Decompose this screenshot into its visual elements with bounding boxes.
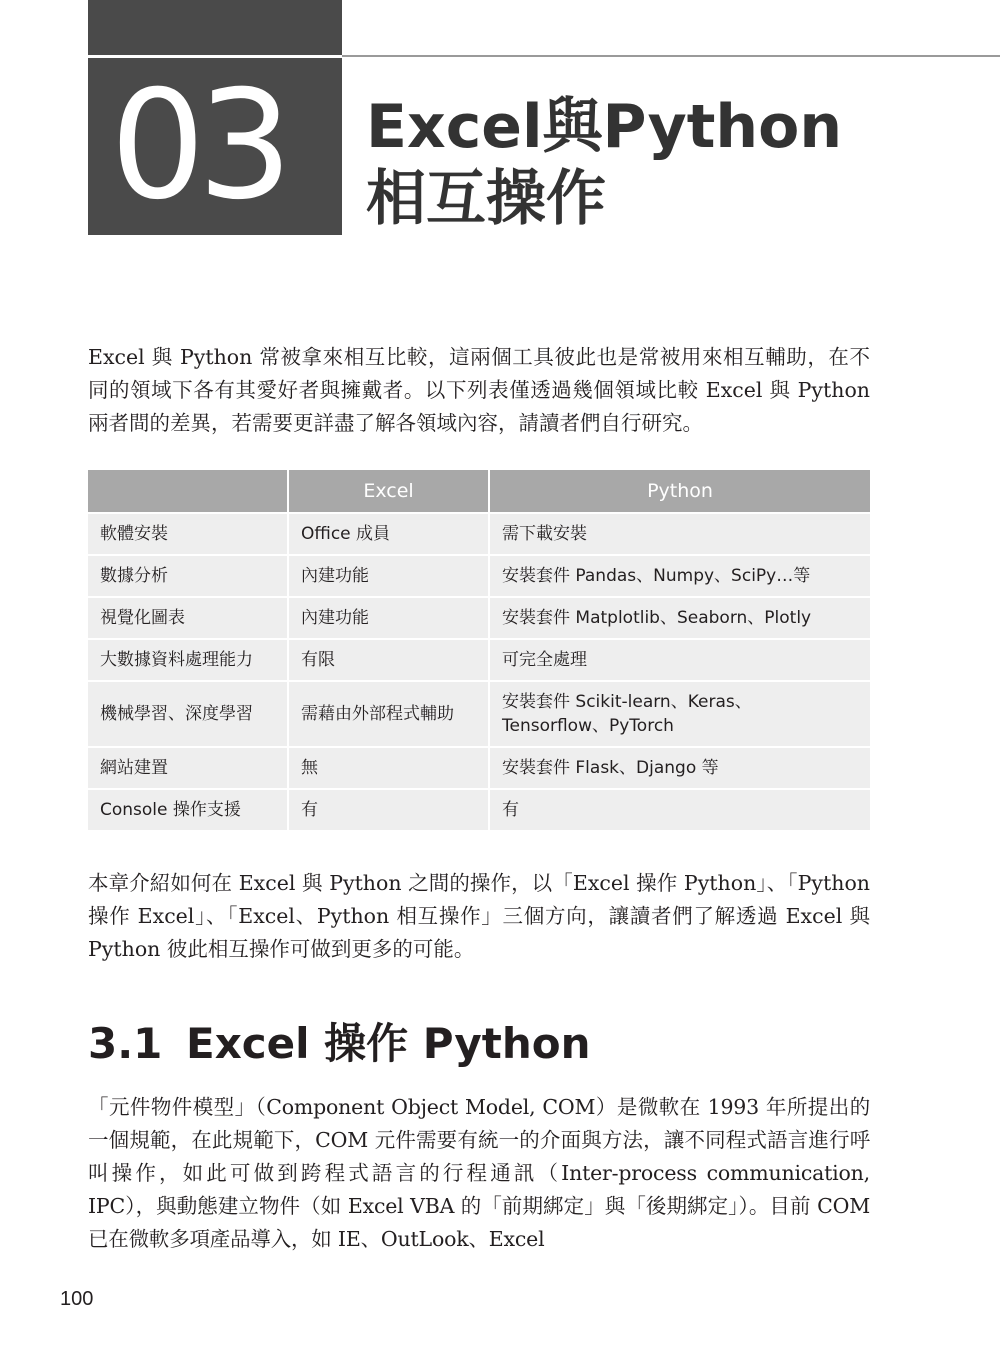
page-number: 100 <box>60 1288 94 1310</box>
table-header-cell: Python <box>490 470 870 512</box>
table-header-cell: Excel <box>289 470 488 512</box>
table-cell: 需下載安裝 <box>490 514 870 554</box>
table-row <box>88 598 870 638</box>
table-cell: 內建功能 <box>289 598 488 638</box>
table-cell: 有限 <box>289 640 488 680</box>
table-cell: 無 <box>289 748 488 788</box>
section-text: 「元件物件模型」（Component Object Model, COM）是微軟在 1993 年所提出的一個規範，在此規範下，COM 元件需要有統一的介面與方法，讓不同程式語言進行呼叫操作，如此可做到跨程式語言的行程通訊（Inter-process communication, IPC），與動態建立物件（如 Excel VBA 的「前期綁定」與「後期綁定」）。目前 COM 已在微軟多項產品導入，如 IE、OutLook、Excel <box>88 1095 870 1251</box>
chapter-block-top <box>88 0 342 55</box>
table-cell: 內建功能 <box>289 556 488 596</box>
table-header-row <box>88 470 870 512</box>
table-cell: 安裝套件 Scikit-learn、Keras、Tensorflow、PyTorch <box>490 682 870 746</box>
table-row <box>88 514 870 554</box>
table-row <box>88 640 870 680</box>
table-cell: 數據分析 <box>88 556 287 596</box>
table-row <box>88 556 870 596</box>
table-cell: 需藉由外部程式輔助 <box>289 682 488 746</box>
table-cell: 機械學習、深度學習 <box>88 682 287 746</box>
table-cell: 有 <box>490 790 870 830</box>
intro-text: Excel 與 Python 常被拿來相互比較，這兩個工具彼此也是常被用來相互輔助，在不同的領域下各有其愛好者與擁戴者。以下列表僅透過幾個領域比較 Excel 與 Python 兩者間的差異，若需要更詳盡了解各領域內容，請讀者們自行研究。 <box>88 345 870 435</box>
chapter-intro-text: 本章介紹如何在 Excel 與 Python 之間的操作，以「Excel 操作 Python」、「Python 操作 Excel」、「Excel、Python 相互操作」三個方向，讓讀者們了解透過 Excel 與 Python 彼此相互操作可做到更多的可能。 <box>88 871 870 961</box>
table-cell: 安裝套件 Matplotlib、Seaborn、Plotly <box>490 598 870 638</box>
header-rule <box>342 55 1000 57</box>
table-row <box>88 682 870 746</box>
table-cell: Office 成員 <box>289 514 488 554</box>
chapter-title-line-1: Excel與Python <box>366 92 843 162</box>
intro-paragraph <box>88 341 870 440</box>
table-cell: 可完全處理 <box>490 640 870 680</box>
table-cell: Console 操作支援 <box>88 790 287 830</box>
table-cell: 安裝套件 Pandas、Numpy、SciPy…等 <box>490 556 870 596</box>
section-paragraph <box>88 1091 870 1256</box>
chapter-title-line-2: 相互操作 <box>366 164 606 234</box>
table-cell: 安裝套件 Flask、Django 等 <box>490 748 870 788</box>
section-heading <box>88 1016 590 1072</box>
chapter-number: 03 <box>110 59 285 233</box>
comparison-table <box>88 470 870 832</box>
table-header-cell <box>88 470 287 512</box>
chapter-intro-paragraph <box>88 867 870 966</box>
table-cell: 視覺化圖表 <box>88 598 287 638</box>
table-cell: 大數據資料處理能力 <box>88 640 287 680</box>
table-cell: 網站建置 <box>88 748 287 788</box>
table-row <box>88 748 870 788</box>
table-cell: 有 <box>289 790 488 830</box>
section-title: Excel 操作 Python <box>186 1019 591 1068</box>
table-cell: 軟體安裝 <box>88 514 287 554</box>
table-row <box>88 790 870 830</box>
section-number: 3.1 <box>88 1019 163 1068</box>
